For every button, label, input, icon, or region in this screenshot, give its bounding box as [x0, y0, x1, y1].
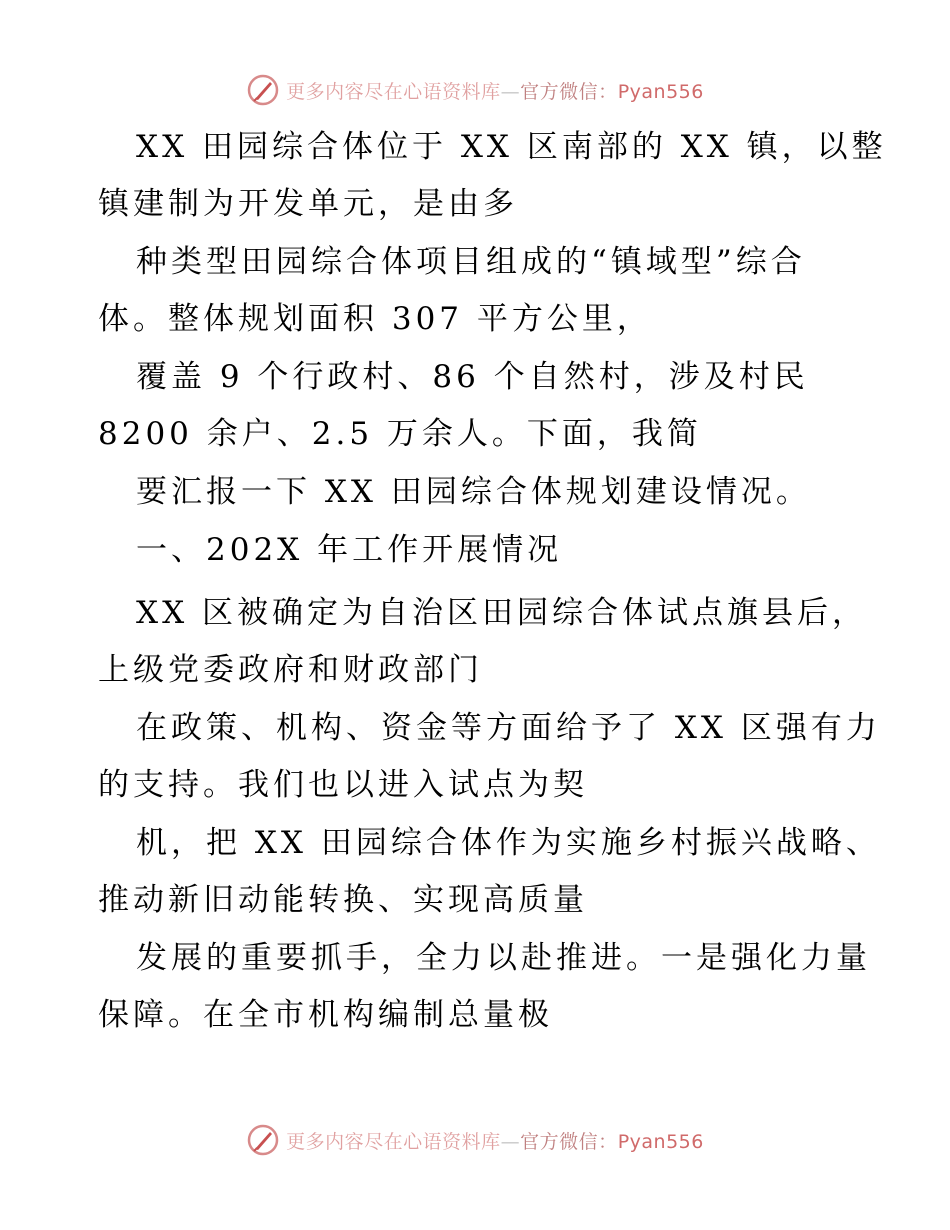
body-line-6: 8200 余户、2.5 万余人。下面，我简 [98, 416, 702, 452]
header-handle: Pyan556 [617, 80, 704, 103]
footer-label: 官方微信： [520, 1130, 618, 1153]
footer-watermark [0, 1120, 950, 1160]
quill-logo-icon [246, 73, 280, 107]
body-line-12: 的支持。我们也以进入试点为契 [98, 767, 588, 803]
header-brand: 更多内容尽在心语资料库 [286, 80, 501, 103]
body-line-15: 发展的重要抓手，全力以赴推进。一是强化力量 [136, 940, 871, 976]
body-line-3: 种类型田园综合体项目组成的“镇域型”综合 [136, 244, 806, 280]
body-line-9: XX 区被确定为自治区田园综合体试点旗县后， [136, 595, 867, 631]
header-watermark-text [286, 77, 704, 104]
body-line-5: 覆盖 9 个行政村、86 个自然村，涉及村民 [136, 359, 809, 395]
body-line-10: 上级党委政府和财政部门 [98, 652, 483, 688]
footer-brand: 更多内容尽在心语资料库 [286, 1130, 501, 1153]
footer-watermark-text [286, 1127, 704, 1154]
body-line-11: 在政策、机构、资金等方面给予了 XX 区强有力 [136, 710, 881, 746]
body-line-2: 镇建制为开发单元，是由多 [98, 186, 518, 222]
quill-logo-icon [246, 1123, 280, 1157]
header-dash: — [500, 80, 521, 103]
footer-dash: — [500, 1130, 521, 1153]
body-line-16: 保障。在全市机构编制总量极 [98, 997, 553, 1033]
body-line-4: 体。整体规划面积 307 平方公里， [98, 301, 652, 337]
body-line-14: 推动新旧动能转换、实现高质量 [98, 882, 588, 918]
body-line-13: 机，把 XX 田园综合体作为实施乡村振兴战略、 [136, 825, 881, 861]
body-line-7: 要汇报一下 XX 田园综合体规划建设情况。 [136, 474, 811, 510]
body-line-1: XX 田园综合体位于 XX 区南部的 XX 镇，以整 [136, 129, 887, 165]
header-watermark [0, 70, 950, 110]
header-label: 官方微信： [520, 80, 618, 103]
footer-handle: Pyan556 [617, 1130, 704, 1153]
section-heading: 一、202X 年工作开展情况 [136, 532, 563, 568]
